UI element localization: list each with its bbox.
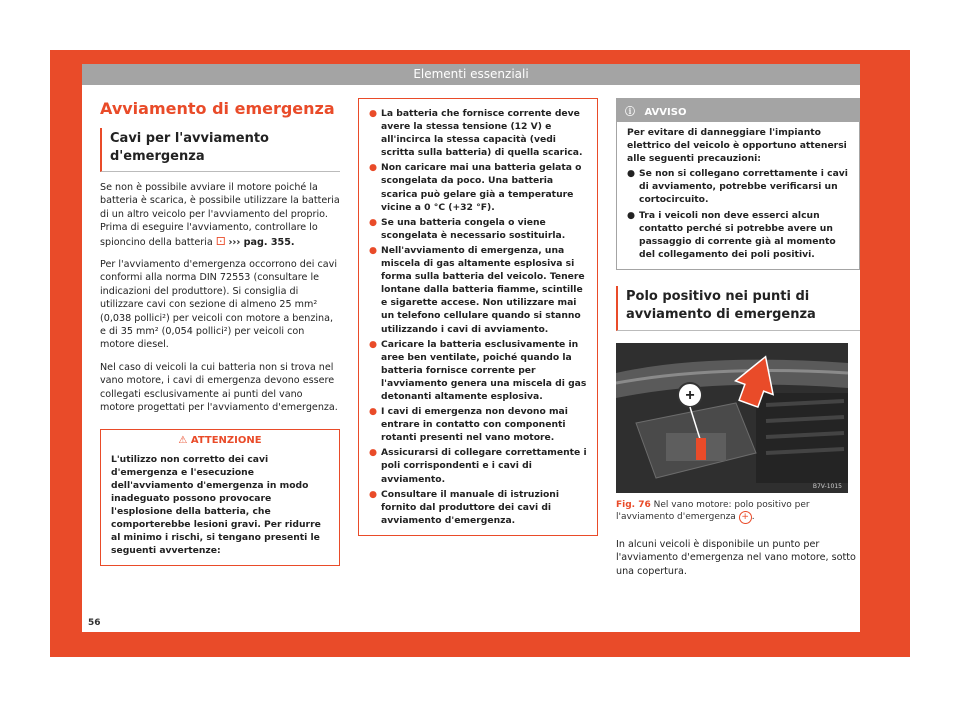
warning-bullet: [369, 338, 587, 403]
bullet-icon: ●: [369, 216, 378, 228]
info-circle-icon: ⓘ: [625, 107, 635, 118]
warning-bullet-text: Nell'avviamento di emergenza, una miscela di gas altamente esplosiva si forma sulla batteria del veicolo. Tenere lontane dalla batteria fiamme, scintille e sigarette accese. Non utilizzare mai un telefono cellulare quando si stanno utilizzando i cavi di avviamento.: [381, 244, 585, 335]
manual-page: [82, 64, 860, 632]
warning-bullet: [369, 244, 587, 336]
warning-bullet: [369, 161, 587, 213]
engine-bay-illustration: [616, 343, 848, 493]
paragraph-3: Nel caso di veicoli la cui batteria non si trova nel vano motore, i cavi di emergenza devono essere collegati esclusivamente ai punti del vano motore progettati per l'avviamento d'emergenza.: [100, 361, 338, 414]
warning-bullet: [369, 216, 587, 242]
figure-caption-text: Nel vano motore: polo positivo per l'avviamento d'emergenza: [616, 499, 810, 522]
warning-bullet-text: Assicurarsi di collegare correttamente i poli corrispondenti e i cavi di avviamento.: [381, 447, 587, 485]
section-title: Avviamento di emergenza: [100, 99, 335, 118]
battery-icon: ⚀: [215, 234, 226, 248]
subsection-header-2: [616, 286, 860, 331]
bullet-icon: ●: [627, 209, 636, 221]
paragraph-2: Per l'avviamento d'emergenza occorrono dei cavi conformi alla norma DIN 72553 (consultare le indicazioni del produttore). Si consiglia di utilizzare cavi con sezione di almeno 25 mm² (0,038 pollici²) per veicoli con motore a benzina, e di 35 mm² (0,054 pollici²) per veicoli con motore diesel.: [100, 259, 337, 351]
warning-bullet: [369, 405, 587, 444]
warning-bullet: [369, 446, 587, 485]
bullet-icon: ●: [369, 406, 378, 418]
bullet-icon: ●: [369, 108, 378, 119]
notice-title: AVVISO: [644, 107, 687, 118]
warning-bullet-text: La batteria che fornisce corrente deve avere la stessa tensione (12 V) e all'incirca la stessa capacità (vedi scritta sulla batteria) di quella scarica.: [381, 108, 583, 159]
warning-bullet: [369, 488, 587, 527]
bullet-icon: ●: [369, 488, 378, 500]
bullet-icon: ●: [369, 244, 378, 256]
warning-box-continued: [358, 98, 598, 536]
notice-bullet-text: Se non si collegano correttamente i cavi di avviamento, potrebbe verificarsi un cortocircuito.: [639, 168, 848, 206]
paragraph-1-text: Se non è possibile avviare il motore poiché la batteria è scarica, è possibile utilizzare la batteria di un altro veicolo per l'avviamento del proprio. Prima di eseguire l'avviamento, controllare lo spioncino della batteria: [100, 182, 340, 248]
bullet-icon: ●: [627, 168, 636, 180]
warning-bullet-text: Se una batteria congela o viene scongelata è necessario sostituirla.: [381, 216, 566, 241]
warning-bullet-text: Consultare il manuale di istruzioni fornito dal produttore dei cavi di avviamento d'emergenza.: [381, 488, 559, 526]
warning-title: ATTENZIONE: [190, 434, 262, 446]
page-reference-link[interactable]: ››› pag. 355.: [228, 236, 295, 248]
bullet-icon: ●: [369, 162, 378, 174]
figure-code: B7V-1015: [812, 482, 842, 490]
warning-bullet: [369, 107, 587, 159]
figure-label: Fig. 76: [616, 499, 651, 510]
notice-intro: Per evitare di danneggiare l'impianto elettrico del veicolo è opportuno attenersi alle seguenti precauzioni:: [627, 127, 847, 165]
paragraph-1: [100, 181, 340, 249]
subsection-header: [100, 128, 340, 172]
column-2: [358, 98, 598, 536]
bullet-icon: ●: [369, 338, 378, 350]
bullet-icon: ●: [369, 447, 378, 459]
notice-header: [617, 99, 859, 122]
warning-header: [101, 430, 339, 449]
column-3: [616, 98, 860, 578]
paragraph-body: In alcuni veicoli è disponibile un punto per l'avviamento d'emergenza nel vano motore, sotto una copertura.: [616, 538, 856, 577]
svg-text:+: +: [685, 386, 695, 404]
subsection-title: Cavi per l'avviamento d'emergenza: [110, 131, 269, 164]
warning-box: [100, 429, 340, 567]
chapter-header: Elementi essenziali: [82, 64, 860, 85]
column-1: [100, 98, 340, 566]
notice-bullet: [627, 209, 849, 261]
warning-bullet-text: Caricare la batteria esclusivamente in aree ben ventilate, poiché quando la batteria fornisce corrente per l'avviamento genera una miscela di gas detonanti altamente esplosiva.: [381, 338, 587, 402]
notice-bullet-text: Tra i veicoli non deve esserci alcun contatto perché si potrebbe avere un passaggio di corrente già al momento del collegamento dei poli positivi.: [639, 209, 836, 260]
warning-bullet-text: I cavi di emergenza non devono mai entrare in contatto con componenti rotanti presenti nel vano motore.: [381, 406, 568, 444]
subsection-title-2: Polo positivo nei punti di avviamento di emergenza: [626, 288, 816, 322]
page-number: 56: [88, 618, 101, 628]
warning-text: L'utilizzo non corretto dei cavi d'emergenza e l'esecuzione dell'avviamento d'emergenza in modo inadeguato possono provocare l'esplosione della batteria, che comporterebbe lesioni gravi. Per ridurre al minimo i rischi, si tengano presenti le seguenti avvertenze:: [111, 453, 321, 557]
warning-bullet-text: Non caricare mai una batteria gelata o scongelata da poco. Una batteria scarica può gelare già a temperature vicine a 0 °C (+32 °F).: [381, 162, 582, 213]
plus-badge-icon: +: [739, 511, 752, 524]
engine-bay-figure: [616, 343, 848, 493]
notice-bullet: [627, 167, 849, 206]
warning-triangle-icon: ⚠: [178, 434, 188, 446]
notice-box: [616, 98, 860, 270]
figure-caption: Fig. 76 Nel vano motore: polo positivo per l'avviamento d'emergenza + .: [616, 499, 810, 522]
